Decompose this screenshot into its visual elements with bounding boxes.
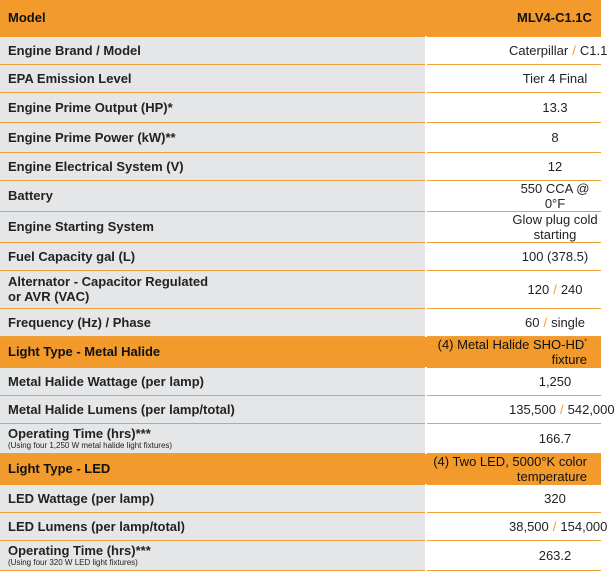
spec-value: 12 [426, 152, 601, 180]
section-value: (4) Two LED, 5000°K color temperature [426, 453, 601, 484]
spec-label: Operating Time (hrs)*** (Using four 320 W LED light fixtures) [0, 540, 426, 570]
spec-row-alternator [0, 270, 601, 308]
section-label: Light Type - LED [0, 453, 426, 484]
spec-label: Engine Prime Output (HP)* [0, 92, 426, 122]
separator-slash: / [553, 281, 557, 297]
spec-value: Glow plug cold starting [426, 211, 601, 242]
model-value: MLV4-C1.1C [426, 0, 601, 36]
spec-row-epa [0, 64, 601, 92]
section-row-metal-halide [0, 336, 601, 367]
spec-value: 166.7 [426, 423, 601, 453]
spec-row-led-operating-time [0, 540, 601, 570]
spec-label: Battery [0, 180, 426, 211]
spec-row-mh-operating-time [0, 423, 601, 453]
section-label: Light Type - Metal Halide [0, 336, 426, 367]
separator-slash: / [560, 401, 564, 417]
spec-row-starting [0, 211, 601, 242]
spec-label: Operating Time (hrs)*** (Using four 1,250 W metal halide light fixtures) [0, 423, 426, 453]
spec-value: 60 / single [426, 308, 601, 336]
spec-value: 320 [426, 484, 601, 512]
spec-row-prime-power [0, 122, 601, 152]
section-row-led [0, 453, 601, 484]
separator-slash: / [572, 42, 576, 58]
spec-label: Alternator - Capacitor Regulated or AVR (VAC) [0, 270, 426, 308]
spec-row-mh-wattage [0, 367, 601, 395]
spec-row-led-lumens [0, 512, 601, 540]
spec-value: 8 [426, 122, 601, 152]
spec-value: Tier 4 Final [426, 64, 601, 92]
spec-value: 1,250 [426, 367, 601, 395]
spec-row-mh-lumens [0, 395, 601, 423]
spec-value: 135,500 / 542,000 [426, 395, 601, 423]
separator-slash: / [543, 314, 548, 330]
spec-value: Caterpillar / C1.1 [426, 36, 601, 64]
spec-label: EPA Emission Level [0, 64, 426, 92]
spec-label: Metal Halide Lumens (per lamp/total) [0, 395, 426, 423]
spec-row-battery [0, 180, 601, 211]
spec-label: Fuel Capacity gal (L) [0, 242, 426, 270]
header-label: Model [0, 0, 426, 36]
spec-row-frequency [0, 308, 601, 336]
section-value: (4) Metal Halide SHO-HD* fixture [426, 336, 601, 367]
spec-value: 13.3 [426, 92, 601, 122]
spec-label: LED Lumens (per lamp/total) [0, 512, 426, 540]
spec-label: Engine Brand / Model [0, 36, 426, 64]
spec-row-fuel [0, 242, 601, 270]
spec-sublabel: (Using four 1,250 W metal halide light fixtures) [8, 441, 173, 450]
header-row [0, 0, 601, 36]
spec-sublabel: (Using four 320 W LED light fixtures) [8, 558, 138, 567]
spec-label: Frequency (Hz) / Phase [0, 308, 426, 336]
spec-value: 38,500 / 154,000 [426, 512, 601, 540]
spec-label: Metal Halide Wattage (per lamp) [0, 367, 426, 395]
spec-value: 550 CCA @ 0°F [426, 180, 601, 211]
spec-row-electrical [0, 152, 601, 180]
separator-slash: / [552, 518, 557, 534]
spec-label: Engine Electrical System (V) [0, 152, 426, 180]
spec-label: Engine Prime Power (kW)** [0, 122, 426, 152]
spec-value: 100 (378.5) [426, 242, 601, 270]
spec-label: Engine Starting System [0, 211, 426, 242]
spec-row-prime-output [0, 92, 601, 122]
spec-value: 263.2 [426, 540, 601, 570]
spec-row-engine-brand [0, 36, 601, 64]
spec-label: LED Wattage (per lamp) [0, 484, 426, 512]
spec-row-led-wattage [0, 484, 601, 512]
spec-value: 120 / 240 [426, 270, 601, 308]
